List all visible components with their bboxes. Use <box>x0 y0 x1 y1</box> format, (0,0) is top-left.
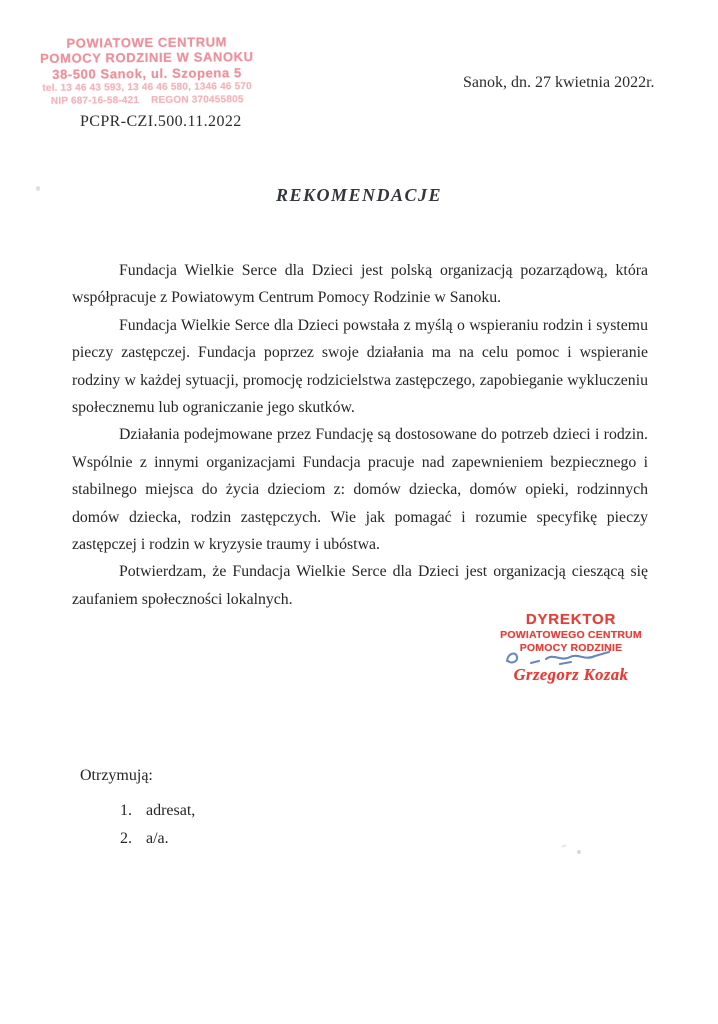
distribution-list <box>120 802 195 848</box>
list-item <box>120 802 195 820</box>
signatory-name: Grzegorz Kozak <box>513 665 629 684</box>
paragraph-3: Działania podejmowane przez Fundację są dostosowane do potrzeb dzieci i rodzin. Wspólnie z innymi organizacjami Fundacja pracuje nad zapewnieniem bezpiecznego i stabilnego miejsca do życia dzieciom z: domów dziecka, domów opieki, rodzinnych domów dziecka, rodzin zastępczych. Wie jak pomagać i rozumie specyfikę pieczy zastępczej i rodzin w kryzysie traumy i ubóstwa. <box>72 426 648 554</box>
body-text <box>72 257 648 613</box>
list-item-number: 2. <box>120 830 132 847</box>
list-item <box>120 830 195 848</box>
list-item-text: a/a. <box>146 830 169 847</box>
date-line: Sanok, dn. 27 kwietnia 2022r. <box>463 74 655 91</box>
scan-speck <box>36 186 40 191</box>
letterhead-stamp <box>34 34 261 108</box>
letterhead-org-line1: POWIATOWE CENTRUM <box>66 34 228 51</box>
paragraph-2: Fundacja Wielkie Serce dla Dzieci powstała z myślą o wspieraniu rodzin i systemu pieczy zastępczej. Fundacja poprzez swoje działania ma na celu pomoc i wspieranie rodziny w każdej sytuacji, promocję rodzicielstwa zastępczego, zapobieganie wykluczeniu społecznemu lub ograniczanie jego skutków. <box>72 316 648 417</box>
scan-speck <box>561 844 567 847</box>
paragraph-4: Potwierdzam, że Fundacja Wielkie Serce dla Dzieci jest organizacją cieszącą się zaufaniem społeczności lokalnych. <box>72 563 648 608</box>
stamp-org-line2: POMOCY RODZINIE <box>519 642 623 654</box>
reference-number: PCPR-CZI.500.11.2022 <box>80 113 242 130</box>
list-item-text: adresat, <box>146 802 196 819</box>
stamp-org-line1: POWIATOWEGO CENTRUM <box>500 629 642 641</box>
stamp-title: DYREKTOR <box>525 611 617 628</box>
letterhead-org-line2: POMOCY RODZINIE W SANOKU <box>40 49 254 67</box>
list-item-number: 1. <box>120 802 132 819</box>
document-title: REKOMENDACJE <box>275 185 443 205</box>
scan-speck <box>577 850 581 854</box>
director-stamp <box>496 611 646 685</box>
letterhead-nip-regon: NIP 687-16-58-421 REGON 370455805 <box>50 93 244 107</box>
letterhead-phones: tel. 13 46 43 593, 13 46 46 580, 1346 46 570 <box>42 81 252 94</box>
distribution-section <box>80 767 195 858</box>
distribution-heading: Otrzymują: <box>80 767 153 784</box>
paragraph-1: Fundacja Wielkie Serce dla Dzieci jest polską organizacją pozarządową, która współpracuje z Powiatowym Centrum Pomocy Rodzinie w Sanoku. <box>72 262 648 307</box>
letterhead-address: 38-500 Sanok, ul. Szopena 5 <box>52 64 242 82</box>
